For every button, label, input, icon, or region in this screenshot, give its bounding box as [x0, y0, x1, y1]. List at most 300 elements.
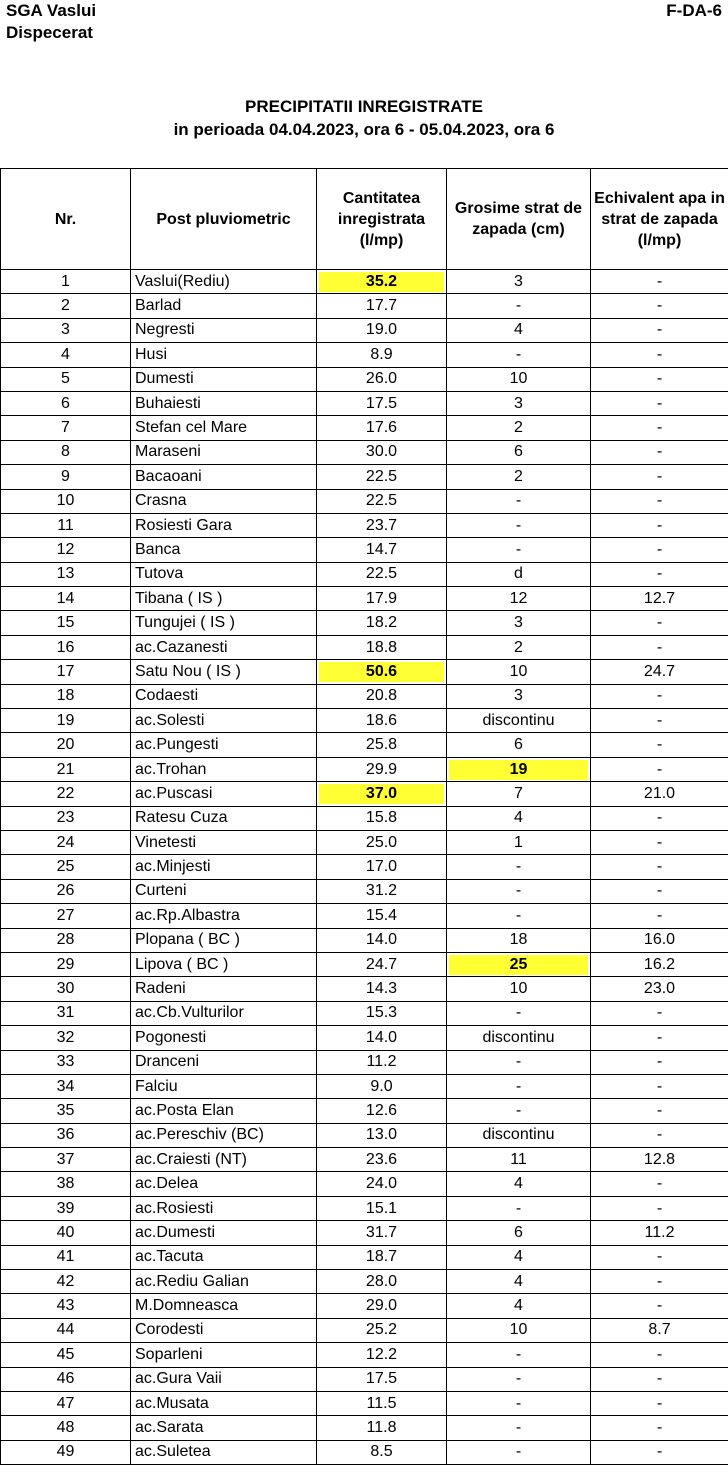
cell-grosime: - [447, 489, 591, 513]
cell-post: Vinetesti [131, 830, 317, 854]
cell-cantitate: 14.0 [317, 928, 447, 952]
cell-echivalent: - [591, 367, 728, 391]
cell-nr: 8 [1, 440, 131, 464]
table-row [1, 294, 728, 318]
cell-nr: 34 [1, 1074, 131, 1098]
cell-nr: 45 [1, 1343, 131, 1367]
table-row [1, 1172, 728, 1196]
cell-cantitate: 15.8 [317, 806, 447, 830]
table-row [1, 1221, 728, 1245]
table-row [1, 489, 728, 513]
table-row [1, 855, 728, 879]
cell-post: Corodesti [131, 1318, 317, 1342]
cell-nr: 36 [1, 1123, 131, 1147]
cell-post: ac.Tacuta [131, 1245, 317, 1269]
cell-echivalent: - [591, 1196, 728, 1220]
cell-cantitate: 15.3 [317, 1001, 447, 1025]
cell-nr: 41 [1, 1245, 131, 1269]
cell-grosime: - [447, 1099, 591, 1123]
cell-nr: 7 [1, 416, 131, 440]
cell-post: Barlad [131, 294, 317, 318]
table-row [1, 587, 728, 611]
form-code: F-DA-6 [666, 1, 722, 20]
table-row [1, 1318, 728, 1342]
cell-nr: 28 [1, 928, 131, 952]
cell-post: ac.Puscasi [131, 782, 317, 806]
table-row [1, 660, 728, 684]
cell-cantitate: 15.4 [317, 904, 447, 928]
cell-echivalent: 16.0 [591, 928, 728, 952]
cell-cantitate: 20.8 [317, 684, 447, 708]
cell-post: ac.Gura Vaii [131, 1367, 317, 1391]
cell-cantitate: 29.0 [317, 1294, 447, 1318]
cell-cantitate [317, 660, 447, 684]
table-row [1, 733, 728, 757]
cell-grosime: 4 [447, 1294, 591, 1318]
cell-nr: 37 [1, 1148, 131, 1172]
col-header-nr: Nr. [1, 169, 131, 270]
cell-grosime: - [447, 855, 591, 879]
cell-post: ac.Cazanesti [131, 635, 317, 659]
cell-echivalent: 12.7 [591, 587, 728, 611]
cell-post: Buhaiesti [131, 391, 317, 415]
cell-post: Dumesti [131, 367, 317, 391]
report-title: PRECIPITATII INREGISTRATE [244, 97, 483, 116]
cell-cantitate: 18.6 [317, 709, 447, 733]
cell-post: ac.Dumesti [131, 1221, 317, 1245]
cell-cantitate: 19.0 [317, 318, 447, 342]
cell-cantitate: 24.7 [317, 952, 447, 976]
cell-nr: 6 [1, 391, 131, 415]
table-row [1, 465, 728, 489]
cell-echivalent: - [591, 1001, 728, 1025]
cell-post: Dranceni [131, 1050, 317, 1074]
cell-nr: 10 [1, 489, 131, 513]
cell-grosime: 4 [447, 1270, 591, 1294]
cell-grosime: 4 [447, 806, 591, 830]
cell-cantitate: 14.3 [317, 977, 447, 1001]
cell-cantitate: 11.2 [317, 1050, 447, 1074]
cell-echivalent: - [591, 1123, 728, 1147]
table-row [1, 684, 728, 708]
cell-grosime: 1 [447, 830, 591, 854]
cell-cantitate: 17.6 [317, 416, 447, 440]
cell-grosime: - [447, 1416, 591, 1440]
cell-cantitate: 25.0 [317, 830, 447, 854]
cell-echivalent: - [591, 879, 728, 903]
cell-post: Tibana ( IS ) [131, 587, 317, 611]
cell-post: ac.Trohan [131, 757, 317, 781]
cell-echivalent: 21.0 [591, 782, 728, 806]
cell-cantitate: 12.6 [317, 1099, 447, 1123]
cell-echivalent: 12.8 [591, 1148, 728, 1172]
table-row [1, 391, 728, 415]
cell-cantitate: 13.0 [317, 1123, 447, 1147]
cell-nr: 4 [1, 343, 131, 367]
cell-grosime: - [447, 1001, 591, 1025]
cell-echivalent: - [591, 416, 728, 440]
cell-nr: 15 [1, 611, 131, 635]
cell-post: Falciu [131, 1074, 317, 1098]
cell-echivalent: - [591, 391, 728, 415]
cell-echivalent: - [591, 1050, 728, 1074]
cell-cantitate: 17.9 [317, 587, 447, 611]
cell-echivalent: - [591, 1416, 728, 1440]
cell-echivalent: - [591, 830, 728, 854]
cell-post: ac.Suletea [131, 1440, 317, 1464]
cell-post: Soparleni [131, 1343, 317, 1367]
cell-echivalent: - [591, 733, 728, 757]
cell-echivalent: 23.0 [591, 977, 728, 1001]
table-row [1, 270, 728, 294]
cell-grosime: 3 [447, 270, 591, 294]
table-row [1, 611, 728, 635]
cell-nr: 44 [1, 1318, 131, 1342]
cell-post: Ratesu Cuza [131, 806, 317, 830]
cell-echivalent: - [591, 489, 728, 513]
cell-post: Plopana ( BC ) [131, 928, 317, 952]
cell-grosime: 6 [447, 733, 591, 757]
cell-grosime: d [447, 562, 591, 586]
col-header-echivalent: Echivalent apa in strat de zapada (l/mp) [591, 169, 728, 270]
precipitation-table [0, 168, 728, 1465]
cell-grosime: 10 [447, 1318, 591, 1342]
cell-nr: 22 [1, 782, 131, 806]
cell-nr: 48 [1, 1416, 131, 1440]
cell-cantitate: 29.9 [317, 757, 447, 781]
cell-post: Curteni [131, 879, 317, 903]
highlighted-value: 19 [449, 760, 588, 780]
cell-cantitate: 26.0 [317, 367, 447, 391]
cell-nr: 26 [1, 879, 131, 903]
cell-nr: 1 [1, 270, 131, 294]
cell-grosime: 10 [447, 977, 591, 1001]
table-row [1, 635, 728, 659]
cell-grosime: 4 [447, 1245, 591, 1269]
cell-cantitate: 31.7 [317, 1221, 447, 1245]
cell-grosime: 11 [447, 1148, 591, 1172]
cell-post: ac.Craiesti (NT) [131, 1148, 317, 1172]
cell-cantitate: 18.7 [317, 1245, 447, 1269]
cell-cantitate [317, 782, 447, 806]
table-row [1, 318, 728, 342]
cell-post: ac.Sarata [131, 1416, 317, 1440]
cell-cantitate: 17.0 [317, 855, 447, 879]
cell-post: Crasna [131, 489, 317, 513]
table-row [1, 1074, 728, 1098]
table-row [1, 562, 728, 586]
cell-nr: 35 [1, 1099, 131, 1123]
cell-echivalent: - [591, 855, 728, 879]
cell-echivalent: - [591, 1440, 728, 1464]
cell-post: ac.Delea [131, 1172, 317, 1196]
cell-post: ac.Solesti [131, 709, 317, 733]
highlighted-value: 37.0 [319, 784, 444, 804]
cell-post: ac.Pungesti [131, 733, 317, 757]
cell-echivalent: - [591, 1343, 728, 1367]
cell-post: Lipova ( BC ) [131, 952, 317, 976]
cell-echivalent: - [591, 1245, 728, 1269]
cell-cantitate: 22.5 [317, 465, 447, 489]
cell-echivalent: 24.7 [591, 660, 728, 684]
cell-cantitate [317, 270, 447, 294]
cell-nr: 2 [1, 294, 131, 318]
cell-post: Tutova [131, 562, 317, 586]
org-name: SGA Vaslui [6, 1, 97, 20]
cell-post: Banca [131, 538, 317, 562]
cell-nr: 42 [1, 1270, 131, 1294]
cell-grosime: 6 [447, 440, 591, 464]
cell-nr: 13 [1, 562, 131, 586]
cell-nr: 38 [1, 1172, 131, 1196]
cell-echivalent: - [591, 513, 728, 537]
cell-cantitate: 8.9 [317, 343, 447, 367]
cell-grosime [447, 757, 591, 781]
table-row [1, 952, 728, 976]
cell-post: ac.Musata [131, 1391, 317, 1415]
cell-nr: 17 [1, 660, 131, 684]
cell-echivalent: 11.2 [591, 1221, 728, 1245]
cell-nr: 18 [1, 684, 131, 708]
cell-cantitate: 23.7 [317, 513, 447, 537]
highlighted-value: 25 [449, 955, 588, 975]
cell-grosime: - [447, 1391, 591, 1415]
table-body [1, 270, 728, 1465]
dept-name: Dispecerat [6, 23, 93, 42]
table-row [1, 904, 728, 928]
table-row [1, 1440, 728, 1464]
cell-post: ac.Cb.Vulturilor [131, 1001, 317, 1025]
cell-grosime: discontinu [447, 709, 591, 733]
cell-grosime: - [447, 1050, 591, 1074]
cell-cantitate: 14.0 [317, 1026, 447, 1050]
cell-nr: 14 [1, 587, 131, 611]
cell-nr: 20 [1, 733, 131, 757]
cell-echivalent: - [591, 1294, 728, 1318]
table-row [1, 1123, 728, 1147]
cell-grosime: 3 [447, 684, 591, 708]
cell-grosime: - [447, 1440, 591, 1464]
cell-grosime: - [447, 513, 591, 537]
cell-cantitate: 14.7 [317, 538, 447, 562]
cell-grosime: - [447, 538, 591, 562]
table-row [1, 1050, 728, 1074]
table-row [1, 757, 728, 781]
cell-post: M.Domneasca [131, 1294, 317, 1318]
col-header-post: Post pluviometric [131, 169, 317, 270]
table-row [1, 1270, 728, 1294]
cell-nr: 30 [1, 977, 131, 1001]
cell-nr: 46 [1, 1367, 131, 1391]
table-row [1, 1099, 728, 1123]
cell-grosime: - [447, 343, 591, 367]
cell-post: ac.Minjesti [131, 855, 317, 879]
cell-nr: 12 [1, 538, 131, 562]
cell-grosime: 2 [447, 465, 591, 489]
table-row [1, 367, 728, 391]
cell-post: Maraseni [131, 440, 317, 464]
cell-echivalent: - [591, 440, 728, 464]
cell-nr: 49 [1, 1440, 131, 1464]
cell-post: Satu Nou ( IS ) [131, 660, 317, 684]
cell-grosime: 12 [447, 587, 591, 611]
cell-nr: 31 [1, 1001, 131, 1025]
table-row [1, 1148, 728, 1172]
cell-echivalent: - [591, 611, 728, 635]
cell-nr: 21 [1, 757, 131, 781]
table-header-row [1, 169, 728, 270]
cell-nr: 43 [1, 1294, 131, 1318]
col-header-grosime: Grosime strat de zapada (cm) [447, 169, 591, 270]
cell-cantitate: 9.0 [317, 1074, 447, 1098]
cell-nr: 33 [1, 1050, 131, 1074]
cell-nr: 3 [1, 318, 131, 342]
table-row [1, 879, 728, 903]
cell-grosime: 18 [447, 928, 591, 952]
table-row [1, 782, 728, 806]
cell-nr: 29 [1, 952, 131, 976]
cell-cantitate: 15.1 [317, 1196, 447, 1220]
col-header-cantitate: Cantitatea inregistrata (l/mp) [317, 169, 447, 270]
cell-post: ac.Rp.Albastra [131, 904, 317, 928]
cell-post: Radeni [131, 977, 317, 1001]
cell-grosime: discontinu [447, 1026, 591, 1050]
table-row [1, 1196, 728, 1220]
cell-nr: 39 [1, 1196, 131, 1220]
highlighted-value: 35.2 [319, 272, 444, 292]
cell-grosime: 4 [447, 318, 591, 342]
cell-grosime: 10 [447, 660, 591, 684]
cell-echivalent: - [591, 538, 728, 562]
table-row [1, 1416, 728, 1440]
cell-cantitate: 11.8 [317, 1416, 447, 1440]
cell-cantitate: 17.5 [317, 391, 447, 415]
cell-grosime: - [447, 294, 591, 318]
table-row [1, 1343, 728, 1367]
cell-grosime: 10 [447, 367, 591, 391]
cell-echivalent: - [591, 1391, 728, 1415]
cell-echivalent: - [591, 1099, 728, 1123]
table-row [1, 928, 728, 952]
cell-post: ac.Rosiesti [131, 1196, 317, 1220]
table-row [1, 343, 728, 367]
cell-post: ac.Posta Elan [131, 1099, 317, 1123]
cell-nr: 9 [1, 465, 131, 489]
cell-grosime: - [447, 879, 591, 903]
cell-grosime: discontinu [447, 1123, 591, 1147]
cell-nr: 19 [1, 709, 131, 733]
cell-echivalent: - [591, 806, 728, 830]
table-row [1, 1294, 728, 1318]
cell-grosime: - [447, 1074, 591, 1098]
cell-nr: 23 [1, 806, 131, 830]
cell-grosime [447, 952, 591, 976]
cell-grosime: 3 [447, 391, 591, 415]
table-row [1, 440, 728, 464]
cell-cantitate: 22.5 [317, 489, 447, 513]
table-row [1, 513, 728, 537]
highlighted-value: 50.6 [319, 662, 444, 682]
cell-echivalent: - [591, 635, 728, 659]
cell-grosime: 4 [447, 1172, 591, 1196]
cell-echivalent: 16.2 [591, 952, 728, 976]
cell-post: Rosiesti Gara [131, 513, 317, 537]
table-row [1, 1026, 728, 1050]
cell-cantitate: 24.0 [317, 1172, 447, 1196]
cell-cantitate: 30.0 [317, 440, 447, 464]
cell-nr: 11 [1, 513, 131, 537]
cell-cantitate: 18.8 [317, 635, 447, 659]
cell-grosime: 7 [447, 782, 591, 806]
cell-post: Bacaoani [131, 465, 317, 489]
cell-cantitate: 25.8 [317, 733, 447, 757]
cell-nr: 32 [1, 1026, 131, 1050]
cell-cantitate: 18.2 [317, 611, 447, 635]
cell-grosime: 3 [447, 611, 591, 635]
table-row [1, 1391, 728, 1415]
cell-grosime: 2 [447, 416, 591, 440]
cell-post: ac.Rediu Galian [131, 1270, 317, 1294]
table-row [1, 1367, 728, 1391]
report-period: in perioada 04.04.2023, ora 6 - 05.04.2023, ora 6 [173, 120, 555, 139]
cell-cantitate: 8.5 [317, 1440, 447, 1464]
cell-grosime: - [447, 1367, 591, 1391]
cell-post: Negresti [131, 318, 317, 342]
cell-post: Stefan cel Mare [131, 416, 317, 440]
cell-echivalent: - [591, 684, 728, 708]
table-row [1, 1245, 728, 1269]
table-row [1, 1001, 728, 1025]
cell-grosime: 6 [447, 1221, 591, 1245]
cell-cantitate: 17.7 [317, 294, 447, 318]
cell-grosime: - [447, 904, 591, 928]
cell-cantitate: 25.2 [317, 1318, 447, 1342]
cell-nr: 27 [1, 904, 131, 928]
cell-echivalent: - [591, 757, 728, 781]
cell-grosime: - [447, 1343, 591, 1367]
cell-echivalent: - [591, 904, 728, 928]
org-header [6, 0, 96, 44]
cell-echivalent: - [591, 709, 728, 733]
table-row [1, 977, 728, 1001]
cell-cantitate: 17.5 [317, 1367, 447, 1391]
cell-echivalent: - [591, 562, 728, 586]
cell-echivalent: 8.7 [591, 1318, 728, 1342]
cell-nr: 5 [1, 367, 131, 391]
cell-echivalent: - [591, 294, 728, 318]
table-row [1, 538, 728, 562]
cell-nr: 24 [1, 830, 131, 854]
cell-cantitate: 22.5 [317, 562, 447, 586]
cell-cantitate: 31.2 [317, 879, 447, 903]
cell-cantitate: 12.2 [317, 1343, 447, 1367]
cell-nr: 47 [1, 1391, 131, 1415]
table-row [1, 416, 728, 440]
cell-echivalent: - [591, 270, 728, 294]
cell-post: ac.Pereschiv (BC) [131, 1123, 317, 1147]
cell-echivalent: - [591, 318, 728, 342]
cell-echivalent: - [591, 1074, 728, 1098]
cell-nr: 16 [1, 635, 131, 659]
cell-grosime: - [447, 1196, 591, 1220]
cell-echivalent: - [591, 1270, 728, 1294]
cell-post: Husi [131, 343, 317, 367]
cell-cantitate: 11.5 [317, 1391, 447, 1415]
cell-post: Tungujei ( IS ) [131, 611, 317, 635]
cell-echivalent: - [591, 1367, 728, 1391]
cell-echivalent: - [591, 343, 728, 367]
cell-grosime: 2 [447, 635, 591, 659]
